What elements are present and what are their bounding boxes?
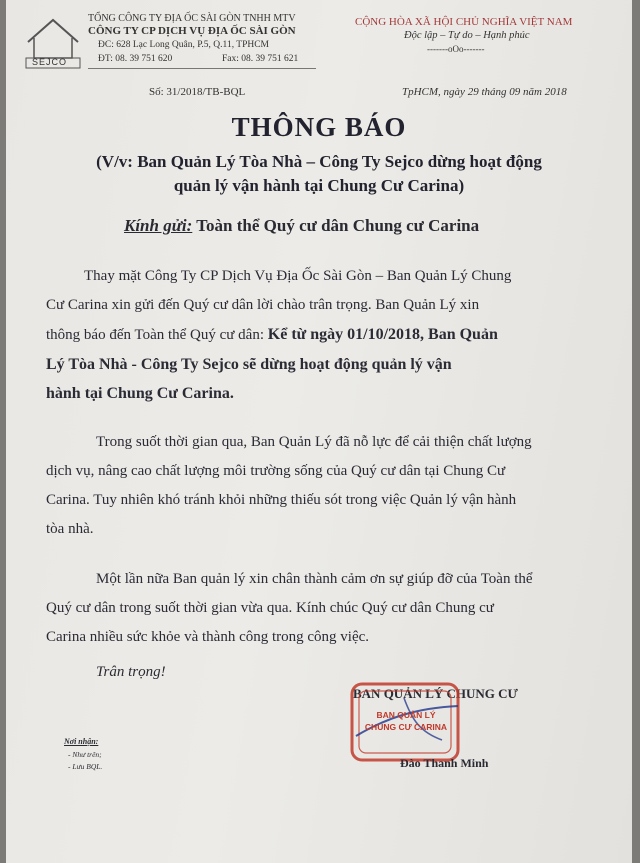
recipients-item: - Như trên; xyxy=(68,750,102,759)
logo-text: SEJCO xyxy=(32,57,68,67)
paragraph-1-line: Cư Carina xin gửi đến Quý cư dân lời chào trân trọng. Ban Quản Lý xin xyxy=(46,297,480,313)
paragraph-3-line: Một lần nữa Ban quản lý xin chân thành cảm ơn sự giúp đỡ của Toàn thể xyxy=(96,571,533,587)
paragraph-1-line: Thay mặt Công Ty CP Dịch Vụ Địa Ốc Sài Gòn – Ban Quản Lý Chung xyxy=(84,268,512,284)
paragraph-2-line: tòa nhà. xyxy=(46,521,94,537)
nation-title: CỘNG HÒA XÃ HỘI CHỦ NGHĨA VIỆT NAM xyxy=(355,16,573,28)
paragraph-3 xyxy=(46,565,616,652)
subject-line-1: (V/v: Ban Quản Lý Tòa Nhà – Công Ty Sejco dừng hoạt động xyxy=(96,152,542,171)
company-address: ĐC: 628 Lạc Long Quân, P.5, Q.11, TPHCM xyxy=(98,40,269,50)
signature-org: BAN QUẢN LÝ CHUNG CƯ xyxy=(353,686,518,701)
signer-name: Đào Thanh Minh xyxy=(400,756,489,770)
company-logo xyxy=(22,12,84,70)
paragraph-1-line xyxy=(46,320,616,350)
official-stamp xyxy=(346,678,464,766)
subject-line-2: quản lý vận hành tại Chung Cư Carina) xyxy=(173,176,465,195)
header-rule xyxy=(88,68,316,69)
paragraph-2-line: Trong suốt thời gian qua, Ban Quản Lý đã nỗ lực để cải thiện chất lượng xyxy=(96,434,532,450)
paragraph-1-emphasis: Lý Tòa Nhà - Công Ty Sejco sẽ dừng hoạt động quản lý vận xyxy=(46,356,452,373)
recipient-value: Toàn thể Quý cư dân Chung cư Carina xyxy=(196,216,480,235)
recipients-label: Nơi nhận: xyxy=(64,737,99,746)
stamp-line-1: BAN QUẢN LÝ xyxy=(376,710,436,720)
paragraph-2-line: dịch vụ, nâng cao chất lượng môi trường sống của Quý cư dân tại Chung Cư xyxy=(46,463,506,479)
place-date: TpHCM, ngày 29 tháng 09 năm 2018 xyxy=(402,86,567,98)
paragraph-1-text: thông báo đến Toàn thể Quý cư dân: xyxy=(46,327,265,343)
company-phone: ĐT: 08. 39 751 620 xyxy=(98,54,173,64)
paragraph-1-emphasis: Kể từ ngày 01/10/2018, Ban Quản xyxy=(267,326,498,343)
company-parent: TỔNG CÔNG TY ĐỊA ỐC SÀI GÒN TNHH MTV xyxy=(88,13,296,24)
recipient-label: Kính gửi: xyxy=(124,216,193,235)
motto-divider: -------oOo------- xyxy=(427,44,485,54)
paragraph-2-line: Carina. Tuy nhiên khó tránh khỏi những thiếu sót trong việc Quản lý vận hành xyxy=(46,492,517,508)
paragraph-3-line: Quý cư dân trong suốt thời gian vừa qua. Kính chúc Quý cư dân Chung cư xyxy=(46,600,494,616)
closing: Trân trọng! xyxy=(96,664,166,680)
recipient-line xyxy=(124,216,479,236)
motto: Độc lập – Tự do – Hạnh phúc xyxy=(404,30,530,41)
document-page xyxy=(6,0,632,863)
company-fax: Fax: 08. 39 751 621 xyxy=(222,54,299,64)
company-name: CÔNG TY CP DỊCH VỤ ĐỊA ỐC SÀI GÒN xyxy=(88,25,296,37)
document-title: THÔNG BÁO xyxy=(231,112,407,142)
document-number: Số: 31/2018/TB-BQL xyxy=(149,86,246,98)
paragraph-1-emphasis: hành tại Chung Cư Carina. xyxy=(46,385,234,402)
stamp-line-2: CHUNG CƯ CARINA xyxy=(364,722,448,732)
paragraph-2 xyxy=(46,428,616,544)
paragraph-1 xyxy=(46,262,616,408)
recipients-item: - Lưu BQL. xyxy=(68,762,103,771)
paragraph-3-line: Carina nhiều sức khỏe và thành công trong công việc. xyxy=(46,629,370,645)
